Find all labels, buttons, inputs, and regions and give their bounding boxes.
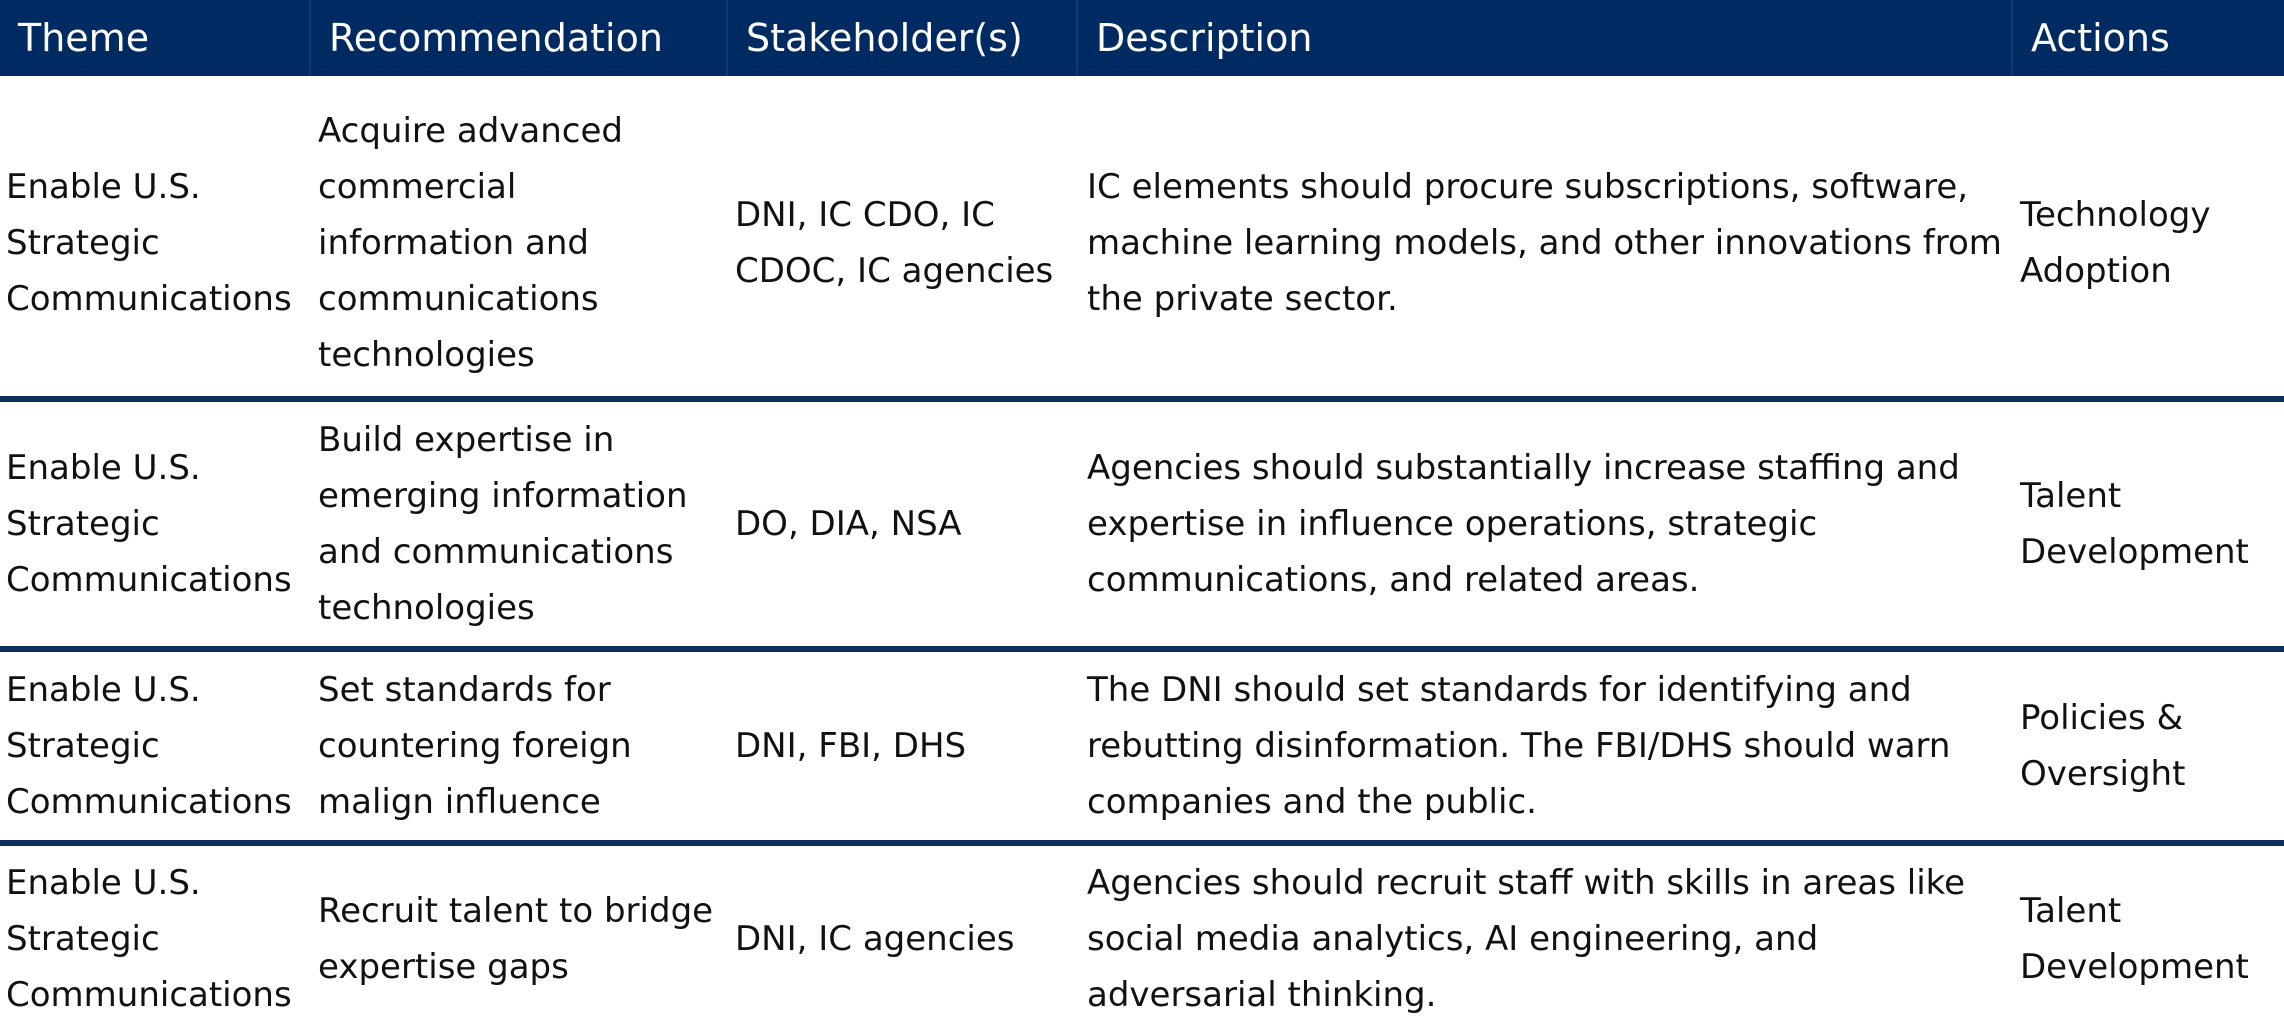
column-header-stakeholders: Stakeholder(s) [727, 0, 1077, 83]
table-header [0, 0, 2284, 83]
table-row [0, 83, 2284, 399]
column-header-actions: Actions [2012, 0, 2284, 83]
column-header-description: Description [1077, 0, 2012, 83]
cell-recommendation: Set standards for countering foreign malign influence [310, 649, 727, 843]
cell-stakeholders: DNI, FBI, DHS [727, 649, 1077, 843]
cell-theme: Enable U.S. Strategic Communications [0, 399, 310, 649]
table-row [0, 399, 2284, 649]
cell-description: Agencies should recruit staff with skills in areas like social media analytics, AI engineering, and adversarial thinking. [1087, 863, 1966, 1015]
cell-stakeholders: DO, DIA, NSA [727, 399, 1077, 649]
cell-recommendation: Acquire advanced commercial information and communications technologies [310, 83, 727, 399]
header-row [0, 0, 2284, 83]
cell-theme: Enable U.S. Strategic Communications [0, 649, 310, 843]
cell-recommendation: Build expertise in emerging information and communications technologies [310, 399, 727, 649]
cell-description: IC elements should procure subscriptions, software, machine learning models, and other innovations from the private sector. [1077, 83, 2012, 399]
cell-stakeholders: DNI, IC CDO, IC CDOC, IC agencies [727, 83, 1077, 399]
table-row [0, 649, 2284, 843]
cell-theme: Enable U.S. Strategic Communications [0, 83, 310, 399]
cell-actions: Policies & Oversight [2012, 649, 2284, 843]
cell-actions: Talent Development [2020, 891, 2249, 987]
cell-stakeholders: DNI, IC agencies [735, 919, 1015, 959]
cell-description: Agencies should substantially increase staffing and expertise in influence operations, strategic communications, and related areas. [1077, 399, 2012, 649]
column-header-recommendation: Recommendation [310, 0, 727, 83]
cell-recommendation: Recruit talent to bridge expertise gaps [318, 891, 714, 987]
cell-actions: Talent Development [2012, 399, 2284, 649]
column-header-theme: Theme [0, 0, 310, 83]
cell-description: The DNI should set standards for identifying and rebutting disinformation. The FBI/DHS should warn companies and the public. [1077, 649, 2012, 843]
cell-theme: Enable U.S. Strategic Communications [6, 863, 292, 1015]
table-row [0, 843, 2284, 1032]
table-body [0, 83, 2284, 1032]
cell-actions: Technology Adoption [2012, 83, 2284, 399]
